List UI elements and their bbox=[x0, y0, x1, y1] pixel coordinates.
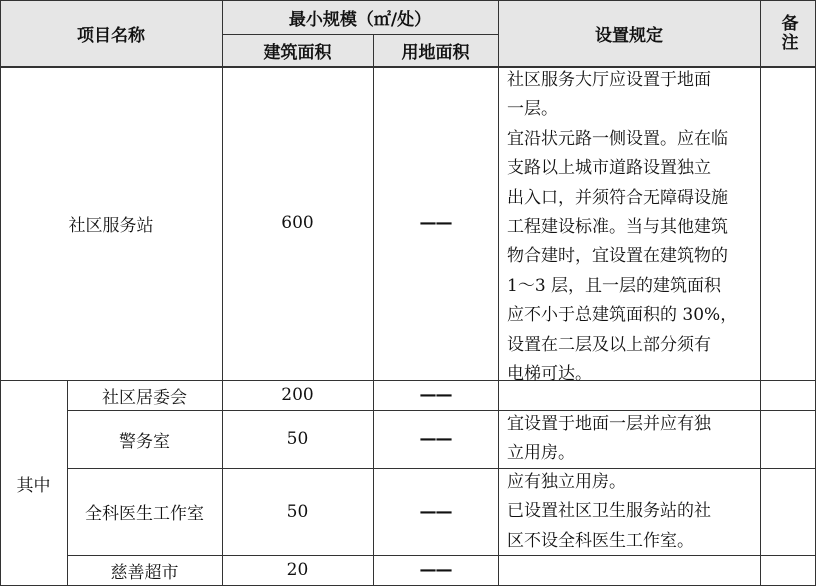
rules-line: 电梯可达。 bbox=[507, 364, 592, 385]
rules-line: 一层。 bbox=[507, 99, 558, 120]
header-remarks: 备注 bbox=[777, 14, 798, 52]
rules-line: 已设置社区卫生服务站的社 bbox=[507, 501, 711, 522]
row-service-station-building-area: 600 bbox=[281, 213, 314, 233]
row-charity-building-area: 20 bbox=[286, 560, 309, 580]
row-doctor-building-area: 50 bbox=[286, 501, 309, 522]
rules-line: 宜沿状元路一侧设置。应在临 bbox=[507, 128, 728, 149]
header-land-area: 用地面积 bbox=[401, 42, 470, 63]
rules-line: 支路以上城市道路设置独立 bbox=[507, 158, 711, 179]
rules-line: 设置在二层及以上部分须有 bbox=[507, 334, 711, 355]
rules-line: 区不设全科医生工作室。 bbox=[507, 530, 694, 551]
row-committee-building-area: 200 bbox=[281, 385, 314, 405]
row-police-land-area: —— bbox=[419, 429, 452, 449]
row-service-station-land-area: —— bbox=[419, 213, 452, 233]
header-building-area: 建筑面积 bbox=[263, 42, 332, 63]
row-charity-name: 慈善超市 bbox=[110, 562, 179, 583]
row-committee-land-area: —— bbox=[419, 385, 452, 405]
rules-line: 立用房。 bbox=[507, 443, 575, 464]
row-service-station-rules bbox=[498, 66, 760, 385]
rules-line: 应有独立用房。 bbox=[507, 472, 626, 492]
row-charity-land-area: —— bbox=[419, 560, 452, 580]
row-doctor-name: 全科医生工作室 bbox=[85, 504, 204, 524]
header-rules: 设置规定 bbox=[595, 25, 663, 46]
row-police-name: 警务室 bbox=[119, 431, 170, 452]
row-committee-name: 社区居委会 bbox=[102, 387, 187, 408]
rules-line: 应不小于总建筑面积的 30%， bbox=[507, 305, 738, 326]
rules-line: 宜设置于地面一层并应有独 bbox=[507, 414, 711, 434]
grid-line bbox=[760, 0, 761, 586]
rules-line: 1～3 层，且一层的建筑面积 bbox=[507, 275, 722, 296]
row-service-station-name: 社区服务站 bbox=[68, 215, 154, 236]
header-min-scale: 最小规模（㎡/处） bbox=[288, 9, 432, 30]
header-item-name: 项目名称 bbox=[77, 25, 145, 46]
rules-line: 物合建时，宜设置在建筑物的 bbox=[507, 246, 728, 267]
row-doctor-rules bbox=[498, 468, 760, 555]
row-doctor-land-area: —— bbox=[419, 501, 452, 522]
rules-line: 出入口，并须符合无障碍设施 bbox=[507, 187, 728, 208]
row-police-rules bbox=[498, 410, 760, 468]
row-police-building-area: 50 bbox=[286, 429, 309, 449]
among-label: 其中 bbox=[16, 475, 51, 496]
rules-line: 工程建设标准。当与其他建筑 bbox=[507, 217, 728, 238]
rules-line: 社区服务大厅应设置于地面 bbox=[507, 70, 711, 90]
